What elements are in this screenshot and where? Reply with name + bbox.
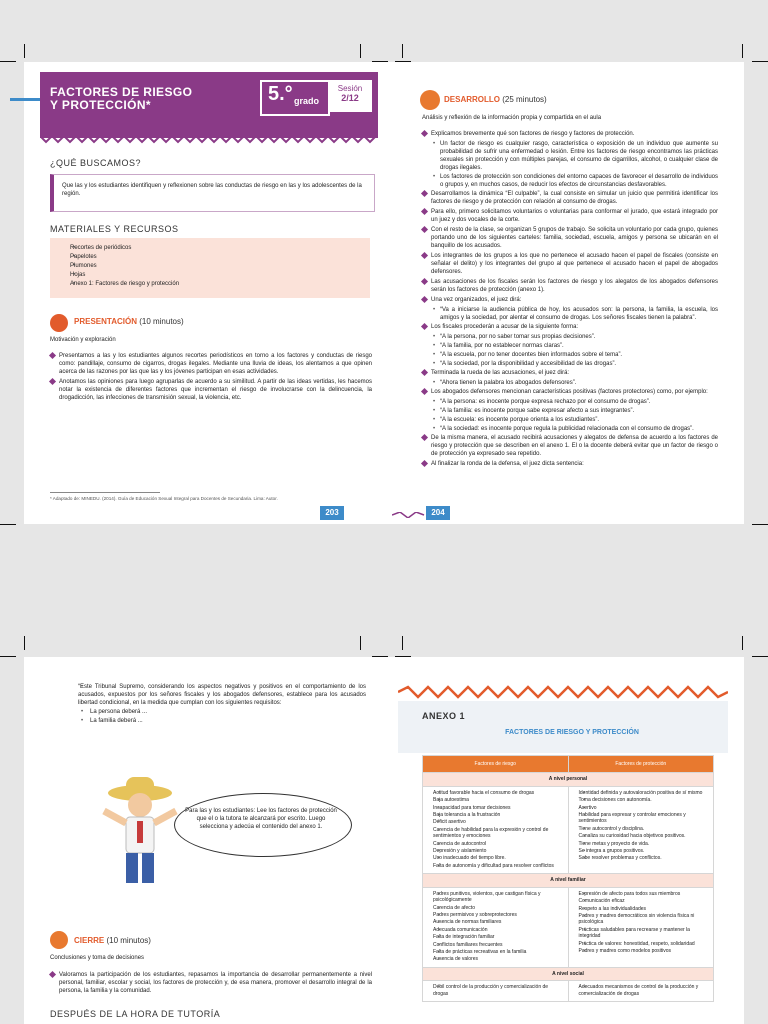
list-item: • Incapacidad para tomar decisiones bbox=[427, 805, 564, 811]
desarrollo-list bbox=[422, 130, 718, 470]
verdict-subitem: • La familia deberá ... bbox=[70, 717, 366, 725]
list-item: • Tiene metas y proyecto de vida. bbox=[573, 841, 710, 847]
materiales-list bbox=[62, 244, 342, 289]
list-item: • Adecuada comunicación bbox=[427, 927, 564, 933]
dev-item bbox=[422, 130, 718, 189]
arrow-header-decoration bbox=[398, 685, 728, 699]
section-header: A nivel social bbox=[423, 967, 714, 980]
materiales-heading: MATERIALES Y RECURSOS bbox=[50, 224, 179, 234]
dev-item: Al finalizar la ronda de la defensa, el juez dicta sentencia: bbox=[422, 460, 718, 468]
list-item: • Falta de prácticas recreativas en la familia bbox=[427, 949, 564, 955]
dev-item bbox=[422, 369, 718, 387]
list-item: • Uso inadecuado del tiempo libre. bbox=[427, 855, 564, 861]
desarrollo-time: (25 minutos) bbox=[502, 95, 547, 104]
verdict-quote bbox=[70, 683, 366, 726]
anexo-title: FACTORES DE RIESGO Y PROTECCIÓN bbox=[505, 729, 639, 736]
list-item: • Padres y madres democráticos sin violencia física ni psicológica bbox=[573, 913, 710, 926]
dev-subitem: • Un factor de riesgo es cualquier rasgo, característica o exposición de un individuo que aumente su probabilidad de sufrir una enfermedad o lesión. Entre los factores de riesgo encontramos las prácticas sexuales sin protección y con múltiples parejas, el consumo de cigarrillos, alcohol, o cualquier clase de drogas ilegales. bbox=[422, 140, 718, 172]
dev-subitem: • “A la sociedad, por la disponibilidad y accesibilidad de las drogas”. bbox=[422, 360, 718, 368]
material-item: • Recortes de periódicos bbox=[62, 244, 342, 252]
presentacion-title: PRESENTACIÓN bbox=[74, 317, 137, 326]
list-item: Valoramos la participación de los estudiantes, repasamos la importancia de desarrollar permanentemente a nivel personal, familiar, escolar y social, los factores de protección y, de esa manera, promover el desarrollo integral de la persona, la familia y la comunidad. bbox=[50, 971, 372, 995]
proteccion-cell bbox=[568, 981, 714, 1002]
list-item: • Déficit asertivo bbox=[427, 819, 564, 825]
presentacion-heading bbox=[74, 317, 184, 326]
list-item: • Habilidad para expresar y controlar emociones y sentimientos bbox=[573, 812, 710, 825]
dev-item bbox=[422, 388, 718, 433]
list-item: • Baja tolerancia a la frustración bbox=[427, 812, 564, 818]
riesgo-cell bbox=[423, 786, 569, 873]
desarrollo-title: DESARROLLO bbox=[444, 95, 500, 104]
presentacion-icon bbox=[50, 314, 68, 332]
riesgo-cell bbox=[423, 887, 569, 967]
page-206 bbox=[384, 657, 744, 1024]
verdict-subitem: • La persona deberá ... bbox=[70, 708, 366, 716]
list-item: • Ausencia de normas familiares bbox=[427, 919, 564, 925]
cierre-subtitle: Conclusiones y toma de decisiones bbox=[50, 955, 145, 961]
dev-subitem: • Los factores de protección son condiciones del entorno capaces de favorecer el desarrollo de individuos o grupos y, en muchos casos, de reducir los efectos de circunstancias desfavorables. bbox=[422, 173, 718, 189]
cierre-title: CIERRE bbox=[74, 936, 105, 945]
list-item: Terminada la rueda de las acusaciones, el juez dirá: bbox=[422, 369, 718, 377]
arrow-decoration bbox=[392, 512, 426, 518]
list-item: • “Este Tribunal Supremo, considerando los aspectos negativos y positivos en el comportamiento de los acusados, expuestos por los señores fiscales y los abogados defensores, establece para los acusados libertad condicional, en la medida que cumplan con los siguientes requisitos: bbox=[70, 683, 366, 707]
dev-item bbox=[422, 296, 718, 322]
list-item: • Débil control de la producción y comercialización de drogas bbox=[427, 984, 564, 997]
zigzag-border bbox=[40, 134, 378, 144]
anexo-band bbox=[398, 701, 728, 753]
dev-item: Las acusaciones de los fiscales serán los factores de riesgo y los alegatos de los abogados defensores serán los factores de protección (anexo 1). bbox=[422, 278, 718, 294]
list-item: Explicamos brevemente qué son factores de riesgo y factores de protección. bbox=[422, 130, 718, 138]
proteccion-cell bbox=[568, 887, 714, 967]
presentacion-list bbox=[50, 352, 372, 404]
col-header-riesgo: Factores de riesgo bbox=[423, 756, 569, 773]
factors-table bbox=[422, 755, 714, 1002]
anexo-label: ANEXO 1 bbox=[422, 711, 466, 721]
page-205 bbox=[24, 657, 384, 1024]
speech-bubble-text: Para las y los estudiantes: Lee los factores de protección que el o la tutora te alcanzará por escrito. Luego selecciona y adecúa el contenido del anexo 1. bbox=[185, 808, 337, 830]
dev-subitem: • “Va a iniciarse la audiencia pública de hoy, los acusados son: la persona, la familia, la escuela, los amigos y la sociedad, por alentar el consumo de drogas. Los señores fiscales tienen la palabra”. bbox=[422, 306, 718, 322]
list-item: • Comunicación eficaz bbox=[573, 898, 710, 904]
section-header: A nivel familiar bbox=[423, 874, 714, 887]
page-203 bbox=[24, 62, 384, 524]
list-item: • Tiene autocontrol y disciplina. bbox=[573, 826, 710, 832]
blue-accent-bar bbox=[10, 98, 40, 101]
list-item: • Carencia de habilidad para la expresión y control de sentimientos y emociones bbox=[427, 827, 564, 840]
list-item: • Se integra a grupos positivos. bbox=[573, 848, 710, 854]
list-item: • Ausencia de valores bbox=[427, 956, 564, 962]
list-item: • Padres y madres como modelos positivos bbox=[573, 948, 710, 954]
list-item: • Respeto a las individualidades bbox=[573, 906, 710, 912]
dev-subitem: • “A la persona, por no saber tomar sus propias decisiones”. bbox=[422, 333, 718, 341]
buscamos-text: Que las y los estudiantes identifiquen y reflexionen sobre las conductas de riesgo en las y los adolescentes de la región. bbox=[62, 183, 362, 197]
dev-subitem: • “A la familia, por no establecer normas claras”. bbox=[422, 342, 718, 350]
material-item: • Hojas bbox=[62, 271, 342, 279]
dev-subitem: • “A la escuela, por no tener docentes bien informados sobre el tema”. bbox=[422, 351, 718, 359]
material-item: • Plumones bbox=[62, 262, 342, 270]
list-item: • Depresión y aislamiento bbox=[427, 848, 564, 854]
grade-number: 5.° bbox=[268, 83, 293, 105]
list-item: • Prácticas saludables para recrearse y mantener la integridad bbox=[573, 927, 710, 940]
list-item: • Asertivo bbox=[573, 805, 710, 811]
dev-subitem: • “A la familia: es inocente porque sabe expresar afecto a sus integrantes”. bbox=[422, 407, 718, 415]
dev-subitem: • “A la persona: es inocente porque expresa rechazo por el consumo de drogas”. bbox=[422, 398, 718, 406]
list-item: • Actitud favorable hacia el consumo de drogas bbox=[427, 790, 564, 796]
list-item: Los fiscales procederán a acusar de la siguiente forma: bbox=[422, 323, 718, 331]
dev-item: Con el resto de la clase, se organizan 5 grupos de trabajo. Se solicita un voluntario por cada grupo, quienes portando uno de los siguientes carteles: familia, sociedad, escuela, amigos y persona se ubicarán en el banquillo de los acusados. bbox=[422, 226, 718, 250]
material-item: • Anexo 1: Factores de riesgo y protección bbox=[62, 280, 342, 288]
list-item: • Padres punitivos, violentos, que castigan física y psicológicamente bbox=[427, 891, 564, 904]
list-item: • Padres permisivos y sobreprotectores bbox=[427, 912, 564, 918]
list-item: • Expresión de afecto para todos sus miembros bbox=[573, 891, 710, 897]
list-item: • Carencia de autocontrol bbox=[427, 841, 564, 847]
list-item: • Toma decisiones con autonomía. bbox=[573, 797, 710, 803]
dev-item: Desarrollamos la dinámica “El culpable”, la cual consiste en simular un juicio que permitirá identificar los factores de riesgo y de protección con relación al consumo de drogas. bbox=[422, 190, 718, 206]
footnote: * Adaptado de: MINEDU. (2014). Guía de Educación Sexual Integral para Docentes de Secundaria. Lima: Autor. bbox=[50, 496, 278, 501]
cierre-icon bbox=[50, 931, 68, 949]
list-item: • Carencia de afecto bbox=[427, 905, 564, 911]
presentacion-item: Anotamos las opiniones para luego agruparlas de acuerdo a su similitud. A partir de las ideas vertidas, les hacemos notar la existencia de diferentes factores que incrementan el riesgo de involucrarse con la delincuencia, la drogadicción, las infecciones de transmisión sexual, la violencia, etc. bbox=[50, 378, 372, 402]
list-item: • Canaliza su curiosidad hacia objetivos positivos. bbox=[573, 833, 710, 839]
page-number: 204 bbox=[426, 506, 450, 520]
dev-item: De la misma manera, el acusado recibirá acusaciones y alegatos de defensa de acuerdo a los factores de riesgo y protección que se describen en el anexo 1. El o la docente deberá evitar que un factor de riesgo o de protección ya expresado sea repetido. bbox=[422, 434, 718, 458]
despues-heading: DESPUÉS DE LA HORA DE TUTORÍA bbox=[50, 1009, 221, 1019]
list-item: • Práctica de valores: honestidad, respeto, solidaridad bbox=[573, 941, 710, 947]
desarrollo-icon bbox=[420, 90, 440, 110]
list-item: • Falta de autonomía y dificultad para resolver conflictos bbox=[427, 863, 564, 869]
footnote-rule bbox=[50, 492, 160, 493]
page-number: 203 bbox=[320, 506, 344, 520]
cierre-heading bbox=[74, 936, 151, 945]
list-item: • Conflictos familiares frecuentes bbox=[427, 942, 564, 948]
list-item: • Identidad definida y autovaloración positiva de sí mismo bbox=[573, 790, 710, 796]
riesgo-cell bbox=[423, 981, 569, 1002]
list-item: Los abogados defensores mencionan características positivas (factores protectores) como, por ejemplo: bbox=[422, 388, 718, 396]
cierre-body bbox=[50, 971, 372, 997]
dev-subitem: • “Ahora tienen la palabra los abogados defensores”. bbox=[422, 379, 718, 387]
page-title: FACTORES DE RIESGO Y PROTECCIÓN* bbox=[50, 85, 193, 112]
presentacion-subtitle: Motivación y exploración bbox=[50, 337, 116, 343]
buscamos-heading: ¿QUÉ BUSCAMOS? bbox=[50, 158, 142, 168]
dev-item: Para ello, primero solicitamos voluntarios o voluntarias para conformar el jurado, que estará integrado por un juez y dos vocales de la corte. bbox=[422, 208, 718, 224]
grade-word: grado bbox=[294, 96, 320, 106]
dev-subitem: • “A la escuela: es inocente porque orienta a los estudiantes”. bbox=[422, 416, 718, 424]
list-item: • Falta de integración familiar bbox=[427, 934, 564, 940]
dev-subitem: • “A la sociedad: es inocente porque regula la publicidad relacionada con el consumo de drogas”. bbox=[422, 425, 718, 433]
desarrollo-subtitle: Análisis y reflexión de la información propia y compartida en el aula bbox=[422, 115, 602, 121]
cierre-time: (10 minutos) bbox=[106, 936, 151, 945]
grade-badge bbox=[260, 80, 330, 116]
presentacion-time: (10 minutos) bbox=[139, 317, 184, 326]
dev-item bbox=[422, 323, 718, 368]
section-header: A nivel personal bbox=[423, 773, 714, 786]
col-header-proteccion: Factores de protección bbox=[568, 756, 714, 773]
list-item: Una vez organizados, el juez dirá: bbox=[422, 296, 718, 304]
session-box bbox=[328, 80, 372, 112]
list-item: • Baja autoestima bbox=[427, 797, 564, 803]
list-item: • Sabe resolver problemas y conflictos. bbox=[573, 855, 710, 861]
presentacion-item: Presentamos a las y los estudiantes algunos recortes periodísticos en torno a los factores y conductas de riesgo como: pandillaje, consumo de cigarros, drogas ilegales. Mediante una lluvia de ideas, los alentamos a que opinen acerca de las razones por las que las y los jóvenes participan en esas actividades. bbox=[50, 352, 372, 376]
list-item: • Adecuados mecanismos de control de la producción y comercialización de drogas bbox=[573, 984, 710, 997]
session-number: 2/12 bbox=[341, 93, 359, 103]
page-204 bbox=[384, 62, 744, 524]
session-label: Sesión bbox=[337, 84, 363, 93]
material-item: • Papelotes bbox=[62, 253, 342, 261]
dev-item: Los integrantes de los grupos a los que no pertenece el acusado hacen el papel de fiscales (consiste en señalar el delito) y los integrantes del grupo al que pertenece el acusado hacen el papel de abogados defensores. bbox=[422, 252, 718, 276]
desarrollo-heading bbox=[444, 95, 547, 104]
proteccion-cell bbox=[568, 786, 714, 873]
